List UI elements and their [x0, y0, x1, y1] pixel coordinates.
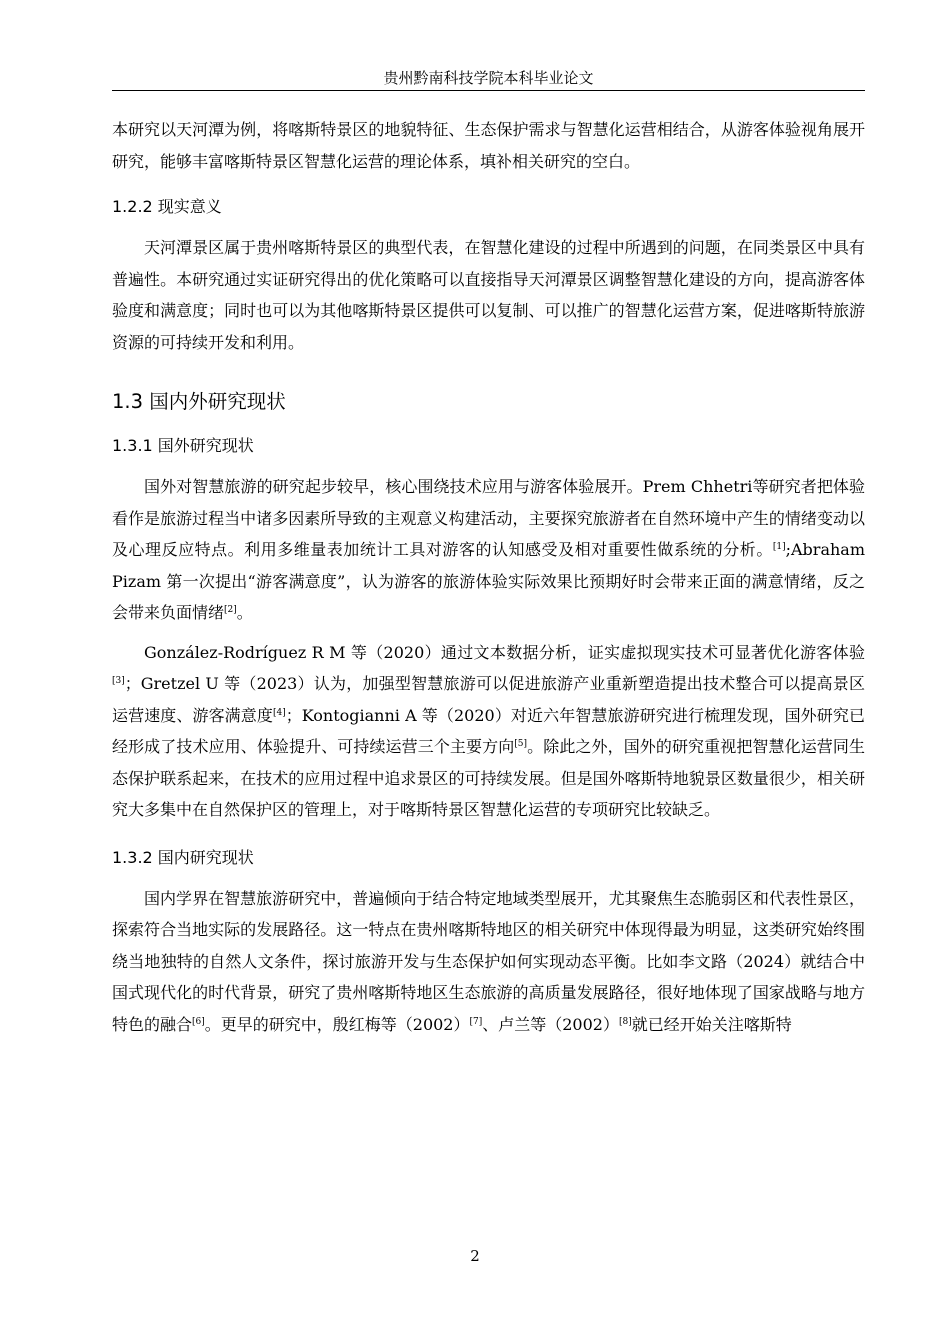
citation: [7] — [469, 1016, 483, 1027]
citation: [2] — [224, 605, 237, 615]
heading-1-3: 1.3 国内外研究现状 — [112, 390, 286, 413]
header-rule — [112, 90, 865, 91]
intro-paragraph: 本研究以天河潭为例，将喀斯特景区的地貌特征、生态保护需求与智慧化运营相结合，从游客体验视角展开研究，能够丰富喀斯特景区智慧化运营的理论体系，填补相关研究的空白。 — [112, 120, 865, 171]
text-segment: 国内学界在智慧旅游研究中，普遍倾向于结合特定地域类型展开，尤其聚焦生态脆弱区和代表性景区，探索符合当地实际的发展路径。这一特点在贵州喀斯特地区的相关研究中体现得最为明显，这类研究始终围绕当地独特的自然人文条件，探讨旅游开发与生态保护如何实现动态平衡。比如李文路（2024）就结合中国式现代化的时代背景，研究了贵州喀斯特地区生态旅游的高质量发展路径，很好地体现了国家战略与地方特色的融合 — [112, 888, 865, 1034]
citation: [1] — [772, 542, 786, 552]
text-segment: ;Abraham Pizam 第一次提出“游客满意度”，认为游客的旅游体验实际效果比预期好时会带来正面的满意情绪，反之会带来负面情绪 — [112, 540, 865, 622]
text-segment: 。更早的研究中，殷红梅等（2002） — [204, 1014, 470, 1034]
text-segment: ；Gretzel U 等（2023）认为，加强型智慧旅游可以促进旅游产业重新塑造提出技术整合可以提高景区运营速度、游客满意度 — [112, 674, 865, 725]
citation: [3] — [112, 676, 125, 686]
paragraph-foreign-research-1 — [112, 471, 865, 629]
text-segment: González-Rodríguez R M 等（2020）通过文本数据分析，证实虚拟现实技术可显著优化游客体验 — [144, 642, 865, 662]
paragraph-foreign-research-2 — [112, 637, 865, 826]
citation: [5] — [514, 739, 528, 749]
text-segment: 、卢兰等（2002） — [482, 1014, 619, 1034]
text-segment: 。除此之外，国外的研究重视把智慧化运营同生态保护联系起来，在技术的应用过程中追求景区的可持续发展。但是国外喀斯特地貌景区数量很少，相关研究大多集中在自然保护区的管理上，对于喀斯特景区智慧化运营的专项研究比较缺乏。 — [112, 737, 865, 819]
text-segment: ；Kontogianni A 等（2020）对近六年智慧旅游研究进行梳理发现，国外研究已经形成了技术应用、体验提升、可持续运营三个主要方向 — [112, 705, 865, 756]
text-segment: 国外对智慧旅游的研究起步较早，核心围绕技术应用与游客体验展开。Prem Chhetri等研究者把体验看作是旅游过程当中诸多因素所导致的主观意义构建活动，主要探究旅游者在自然环境中产生的情绪变动以及心理反应特点。利用多维量表加统计工具对游客的认知感受及相对重要性做系统的分析。 — [112, 477, 865, 559]
page-number: 2 — [470, 1247, 480, 1265]
paragraph-domestic-research-1 — [112, 883, 865, 1041]
page-content — [112, 114, 865, 1040]
heading-1-2-2: 1.2.2 现实意义 — [112, 197, 222, 216]
text-segment: 。 — [236, 603, 253, 622]
paragraph-practical-significance: 天河潭景区属于贵州喀斯特景区的典型代表，在智慧化建设的过程中所遇到的问题，在同类景区中具有普遍性。本研究通过实证研究得出的优化策略可以直接指导天河潭景区调整智慧化建设的方向，提高游客体验度和满意度；同时也可以为其他喀斯特景区提供可以复制、可以推广的智慧化运营方案，促进喀斯特旅游资源的可持续开发和利用。 — [112, 238, 865, 352]
citation: [8] — [618, 1016, 632, 1027]
text-segment: 就已经开始关注喀斯特 — [631, 1014, 792, 1034]
citation: [6] — [192, 1016, 205, 1027]
page-header: 贵州黔南科技学院本科毕业论文 — [383, 69, 594, 87]
heading-1-3-1: 1.3.1 国外研究现状 — [112, 436, 254, 455]
citation: [4] — [272, 707, 286, 718]
heading-1-3-2: 1.3.2 国内研究现状 — [112, 847, 254, 867]
